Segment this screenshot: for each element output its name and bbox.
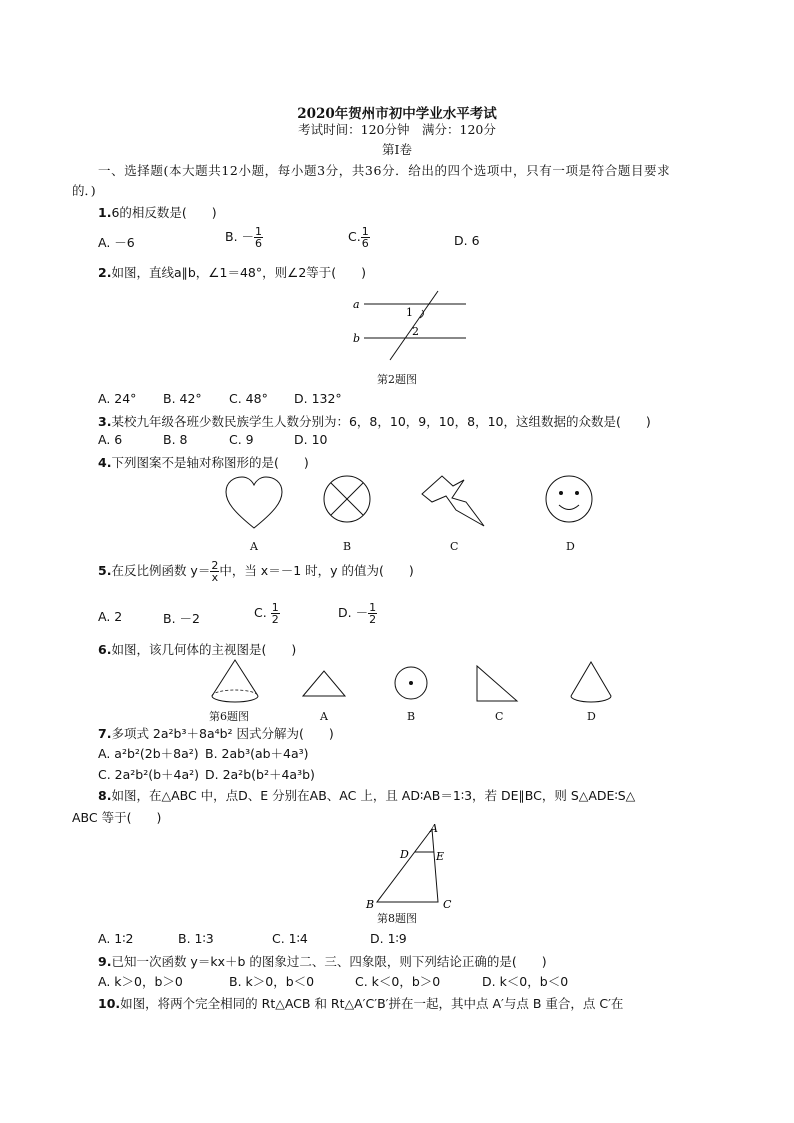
triangle-abc bbox=[377, 829, 438, 902]
vertex-b: B bbox=[366, 898, 375, 911]
option-d-cone bbox=[571, 662, 611, 702]
question-9 bbox=[98, 952, 547, 970]
fraction bbox=[254, 226, 263, 249]
option-label: B. － bbox=[225, 229, 255, 244]
question-number: 9. bbox=[98, 954, 112, 969]
numerator: 1 bbox=[271, 601, 279, 614]
q1-option-b bbox=[225, 226, 263, 249]
q7-option-b: B. 2ab³(ab＋4a³) bbox=[205, 746, 309, 761]
question-text: 某校九年级各班少数民族学生人数分别为：6，8，10，9，10，8，10，这组数据的众数是( ) bbox=[111, 414, 651, 429]
q2-option-d: D. 132° bbox=[294, 391, 342, 406]
denominator: x bbox=[211, 571, 219, 584]
q2-option-b: B. 42° bbox=[163, 391, 202, 406]
q2-option-a: A. 24° bbox=[98, 391, 137, 406]
q2-figure-caption: 第2题图 bbox=[377, 373, 417, 386]
question-10 bbox=[98, 994, 623, 1012]
question-1 bbox=[98, 203, 217, 221]
question-8 bbox=[98, 786, 635, 804]
option-label: C. bbox=[348, 229, 361, 244]
question-number: 10. bbox=[98, 996, 121, 1011]
question-number: 5. bbox=[98, 563, 112, 578]
q1-option-c bbox=[348, 226, 370, 249]
vertex-c: C bbox=[443, 898, 452, 911]
numerator: 1 bbox=[361, 225, 369, 238]
question-4 bbox=[98, 453, 309, 471]
q2-option-c: C. 48° bbox=[229, 391, 268, 406]
fraction bbox=[361, 226, 370, 249]
question-text: 如图，在△ABC 中，点D、E 分别在AB、AC 上，且 AD∶AB＝1∶3，若 DE∥BC，则 S△ADE∶S△ bbox=[111, 788, 636, 803]
lightning-shape bbox=[422, 476, 484, 526]
denominator: 2 bbox=[271, 613, 279, 626]
q9-option-b: B. k＞0，b＜0 bbox=[229, 974, 315, 989]
denominator: 6 bbox=[361, 237, 369, 250]
point-e: E bbox=[436, 850, 445, 863]
question-text-pre: 在反比例函数 y＝ bbox=[111, 563, 211, 578]
instructions-line1: 一、选择题(本大题共12小题，每小题3分，共36分．给出的四个选项中，只有一项是符合题目要求 bbox=[98, 163, 671, 178]
q5-option-a: A. 2 bbox=[98, 609, 123, 624]
fraction bbox=[368, 602, 377, 625]
question-number: 1. bbox=[98, 205, 112, 220]
question-text: 6的相反数是( ) bbox=[111, 205, 217, 220]
parallel-lines-figure bbox=[350, 288, 470, 364]
section-title: 第Ⅰ卷 bbox=[382, 142, 412, 157]
label-a: a bbox=[353, 298, 360, 311]
cone-base-front bbox=[212, 696, 258, 702]
angle-2-label: 2 bbox=[412, 325, 419, 338]
option-label: C. bbox=[254, 605, 267, 620]
q8-figure-caption: 第8题图 bbox=[377, 912, 417, 925]
option-c-right-triangle bbox=[477, 666, 517, 701]
smiley-shape bbox=[546, 476, 592, 522]
q4-label-d: D bbox=[566, 540, 575, 553]
question-number: 2. bbox=[98, 265, 112, 280]
numerator: 1 bbox=[255, 225, 263, 238]
q7-option-c: C. 2a²b²(b＋4a²) bbox=[98, 767, 200, 782]
question-3 bbox=[98, 412, 651, 430]
q5-option-b: B. －2 bbox=[163, 611, 200, 626]
q8-option-d: D. 1∶9 bbox=[370, 931, 407, 946]
question-5 bbox=[98, 560, 414, 583]
q8-option-a: A. 1∶2 bbox=[98, 931, 134, 946]
q8-option-b: B. 1∶3 bbox=[178, 931, 214, 946]
q5-option-c bbox=[254, 602, 280, 625]
question-text: 已知一次函数 y＝kx＋b 的图象过二、三、四象限，则下列结论正确的是( ) bbox=[111, 954, 547, 969]
question-8-continued: ABC 等于( ) bbox=[72, 810, 162, 825]
q9-option-c: C. k＜0，b＞0 bbox=[355, 974, 441, 989]
option-a-triangle bbox=[303, 671, 345, 696]
fraction bbox=[210, 560, 219, 583]
q4-label-a: A bbox=[250, 540, 258, 553]
exam-info: 考试时间：120分钟 满分：120分 bbox=[298, 122, 496, 137]
q8-option-c: C. 1∶4 bbox=[272, 931, 308, 946]
question-number: 4. bbox=[98, 455, 112, 470]
question-number: 3. bbox=[98, 414, 112, 429]
denominator: 6 bbox=[255, 237, 263, 250]
q1-option-a: A. －6 bbox=[98, 235, 135, 250]
fraction bbox=[271, 602, 280, 625]
q1-option-d: D. 6 bbox=[454, 233, 480, 248]
label-b: b bbox=[353, 332, 361, 345]
q9-option-a: A. k＞0，b＞0 bbox=[98, 974, 183, 989]
q3-option-d: D. 10 bbox=[294, 432, 328, 447]
question-2 bbox=[98, 263, 366, 281]
q6-label-b: B bbox=[407, 710, 416, 723]
cone-outline bbox=[212, 660, 258, 696]
heart-shape bbox=[226, 477, 282, 528]
option-label: D. － bbox=[338, 605, 369, 620]
q5-option-d bbox=[338, 602, 377, 625]
q6-label-c: C bbox=[495, 710, 504, 723]
question-text: 如图，将两个完全相同的 Rt△ACB 和 Rt△A′C′B′拼在一起，其中点 A′与点 B 重合，点 C′在 bbox=[120, 996, 624, 1011]
page-title: 2020年贺州市初中学业水平考试 bbox=[297, 106, 497, 122]
question-number: 7. bbox=[98, 726, 112, 741]
q7-option-a: A. a²b²(2b＋8a²) bbox=[98, 746, 199, 761]
triangle-abc-figure bbox=[360, 820, 460, 912]
q3-option-b: B. 8 bbox=[163, 432, 188, 447]
cone-base-back bbox=[212, 690, 258, 696]
question-number: 8. bbox=[98, 788, 112, 803]
q3-option-c: C. 9 bbox=[229, 432, 254, 447]
vertex-a: A bbox=[430, 822, 438, 835]
smiley-left-eye bbox=[559, 491, 563, 495]
smiley-mouth bbox=[559, 505, 579, 510]
instructions-line2: 的．) bbox=[72, 183, 96, 198]
q6-label-d: D bbox=[587, 710, 596, 723]
question-text: 多项式 2a²b³＋8a⁴b² 因式分解为( ) bbox=[111, 726, 334, 741]
q6-label-a: A bbox=[320, 710, 328, 723]
question-text: 下列图案不是轴对称图形的是( ) bbox=[111, 455, 309, 470]
q3-option-a: A. 6 bbox=[98, 432, 123, 447]
numerator: 1 bbox=[369, 601, 377, 614]
smiley-right-eye bbox=[575, 491, 579, 495]
q4-label-c: C bbox=[450, 540, 459, 553]
q7-option-d: D. 2a²b(b²＋4a³b) bbox=[205, 767, 315, 782]
denominator: 2 bbox=[369, 613, 377, 626]
numerator: 2 bbox=[211, 559, 219, 572]
q6-figure-caption: 第6题图 bbox=[209, 710, 249, 723]
question-text: 如图，该几何体的主视图是( ) bbox=[111, 642, 297, 657]
cone-views-figure bbox=[205, 656, 625, 706]
option-b-dot bbox=[409, 681, 413, 685]
q4-label-b: B bbox=[343, 540, 352, 553]
angle-1-label: 1 bbox=[406, 306, 413, 319]
question-number: 6. bbox=[98, 642, 112, 657]
question-text-post: 中，当 x＝－1 时，y 的值为( ) bbox=[219, 563, 414, 578]
question-text: 如图，直线a∥b，∠1＝48°，则∠2等于( ) bbox=[111, 265, 367, 280]
point-d: D bbox=[400, 848, 409, 861]
question-7 bbox=[98, 724, 334, 742]
symmetry-shapes-figure bbox=[220, 472, 600, 532]
q9-option-d: D. k＜0，b＜0 bbox=[482, 974, 569, 989]
